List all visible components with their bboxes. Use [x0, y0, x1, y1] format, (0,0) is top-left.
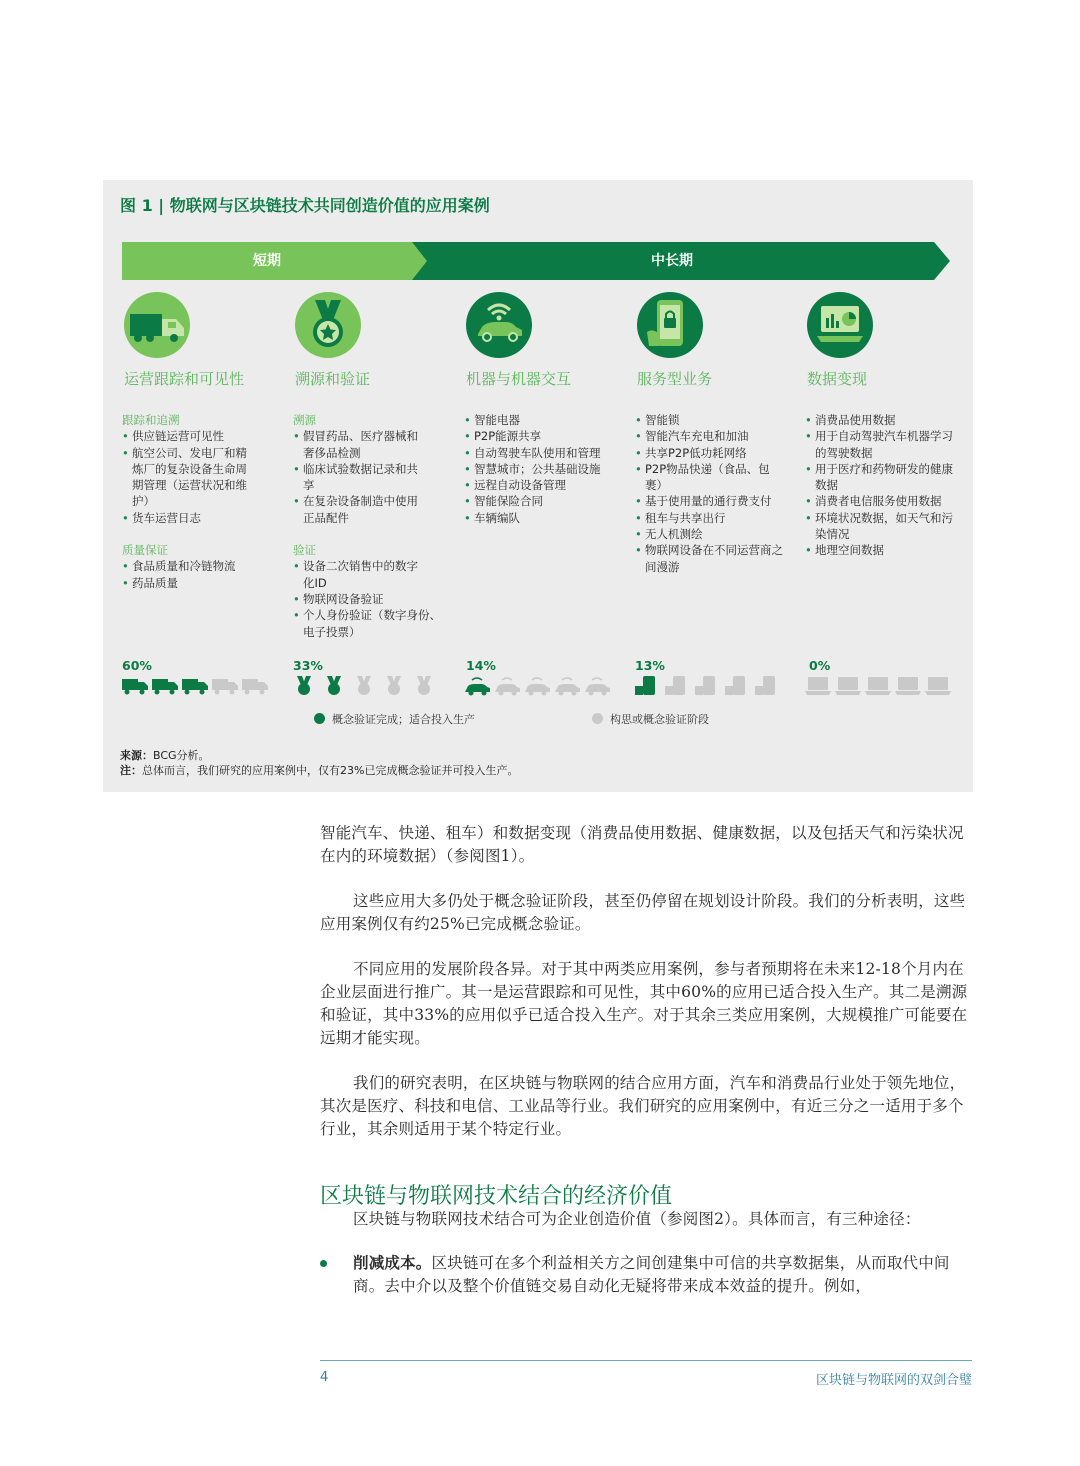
sub-heading: 跟踪和追溯 — [122, 413, 180, 427]
list-item: • 食品质量和冷链物流 — [122, 558, 282, 574]
list-item: • 智能电器 — [464, 412, 624, 428]
list-item: • P2P物品快递（食品、包裹） — [635, 461, 777, 494]
smartphone-lock-icon — [665, 676, 685, 695]
list-item: • 物联网设备在不同运营商之间漫游 — [635, 542, 785, 575]
progress-icons-data — [805, 676, 953, 696]
smartphone-lock-icon — [695, 676, 715, 695]
paragraph-4: 我们的研究表明，在区块链与物联网的结合应用方面，汽车和消费品行业处于领先地位，其次是医疗、科技和电信、工业品等行业。我们研究的应用案例中，有近三分之一适用于多个行业，其余则适用于某个特定行业。 — [320, 1074, 966, 1138]
phase-short-label: 短期 — [253, 253, 281, 269]
list-item: • 药品质量 — [122, 575, 282, 591]
medal-icon — [387, 676, 401, 695]
medal-icon — [417, 676, 431, 695]
truck-icon — [242, 679, 268, 695]
list-item: • 消费者电信服务使用数据 — [805, 493, 955, 509]
list-item: • 假冒药品、医疗器械和奢侈品检测 — [293, 428, 429, 461]
connected-car-icon — [465, 678, 490, 696]
truck-icon — [182, 679, 208, 695]
percent-data: 0% — [809, 658, 831, 673]
list-item: • 自动驾驶车队使用和管理 — [464, 445, 614, 461]
sub-heading: 验证 — [293, 543, 316, 558]
column-title: 机器与机器交互 — [466, 370, 572, 388]
truck-icon — [212, 679, 238, 695]
laptop-chart-icon — [865, 677, 891, 695]
truck-icon — [122, 679, 148, 695]
progress-icons-tracking — [122, 676, 270, 696]
medal-icon — [357, 676, 371, 695]
list-item: • P2P能源共享 — [464, 428, 624, 444]
figure-title: 图 1 | 物联网与区块链技术共同创造价值的应用案例 — [120, 196, 490, 215]
truck-icon — [124, 292, 190, 358]
column-body — [805, 412, 965, 559]
list-item: • 临床试验数据记录和共享 — [293, 461, 429, 494]
footer-doc-title: 区块链与物联网的双剑合璧 — [815, 1373, 972, 1388]
list-item: • 个人身份验证（数字身份、电子投票） — [293, 607, 443, 640]
smartphone-lock-icon — [755, 676, 775, 695]
figure-1 — [103, 180, 973, 792]
sub-heading: 质量保证 — [122, 543, 168, 558]
legend-complete-label: 概念验证完成；适合投入生产 — [332, 713, 475, 726]
laptop-chart-icon — [805, 677, 831, 695]
percent-m2m: 14% — [466, 658, 496, 673]
list-item: • 环境状况数据，如天气和污染情况 — [805, 510, 955, 543]
note-text: 总体而言，我们研究的应用案例中，仅有23%已完成概念验证并可投入生产。 — [142, 764, 519, 777]
column-body — [293, 412, 453, 640]
medal-icon — [295, 292, 361, 358]
list-item: • 消费品使用数据 — [805, 412, 965, 428]
figure-source-note — [120, 748, 518, 778]
list-item: • 租车与共享出行 — [635, 510, 795, 526]
smartphone-lock-icon — [637, 292, 703, 358]
medal-icon — [327, 676, 341, 695]
list-item: • 基于使用量的通行费支付 — [635, 493, 785, 509]
column-body — [464, 412, 624, 526]
paragraph-5: 区块链与物联网技术结合可为企业创造价值（参阅图2）。具体而言，有三种途径： — [353, 1210, 921, 1228]
column-title: 服务型业务 — [637, 370, 713, 388]
list-item: • 无人机测绘 — [635, 526, 795, 542]
list-item: • 物联网设备验证 — [293, 591, 453, 607]
percent-tracking: 60% — [122, 658, 152, 673]
bullet-icon — [320, 1260, 327, 1267]
connected-car-icon — [555, 678, 580, 696]
footer-divider — [320, 1360, 972, 1361]
laptop-chart-icon — [807, 292, 873, 358]
percent-services: 13% — [635, 658, 665, 673]
paragraph-3: 不同应用的发展阶段各异。对于其中两类应用案例，参与者预期将在未来12-18个月内在企业层面进行推广。其一是运营跟踪和可见性，其中60%的应用已适合投入生产。其二是溯源和验证，其中33%的应用似乎已适合投入生产。对于其余三类应用案例，大规模推广可能要在远期才能实现。 — [320, 960, 968, 1047]
paragraph-2: 这些应用大多仍处于概念验证阶段，甚至仍停留在规划设计阶段。我们的分析表明，这些应用案例仅有约25%已完成概念验证。 — [320, 892, 966, 933]
legend-complete — [314, 711, 475, 727]
phase-long-label: 中长期 — [651, 253, 693, 269]
laptop-chart-icon — [835, 677, 861, 695]
list-item: • 用于医疗和药物研发的健康数据 — [805, 461, 955, 494]
column-title: 溯源和验证 — [295, 370, 371, 388]
list-item: • 用于自动驾驶汽车机器学习的驾驶数据 — [805, 428, 955, 461]
legend-concept — [592, 711, 709, 727]
legend-dot-green-icon — [314, 713, 325, 724]
smartphone-lock-icon — [725, 676, 745, 695]
list-item: • 在复杂设备制造中使用正品配件 — [293, 493, 429, 526]
list-item: • 地理空间数据 — [805, 542, 965, 558]
source-text: BCG分析。 — [153, 749, 210, 762]
list-item: • 智慧城市；公共基础设施 — [464, 461, 614, 477]
list-item: • 智能保险合同 — [464, 493, 624, 509]
laptop-chart-icon — [895, 677, 921, 695]
connected-car-icon — [585, 678, 610, 696]
list-item: • 远程自动设备管理 — [464, 477, 624, 493]
smartphone-lock-icon — [635, 676, 655, 695]
list-item: • 货车运营日志 — [122, 510, 282, 526]
column-body — [635, 412, 795, 575]
bullet-bold-lead: 削减成本。 — [353, 1253, 432, 1272]
medal-icon — [297, 676, 311, 695]
list-item: • 供应链运营可见性 — [122, 428, 282, 444]
list-item: • 共享P2P低功耗网络 — [635, 445, 795, 461]
list-item: • 智能汽车充电和加油 — [635, 428, 795, 444]
column-title: 运营跟踪和可见性 — [124, 370, 245, 388]
list-item: • 车辆编队 — [464, 510, 624, 526]
column-title: 数据变现 — [807, 370, 868, 388]
column-body — [122, 412, 282, 591]
page-number: 4 — [320, 1370, 329, 1385]
note-label: 注： — [120, 764, 142, 777]
laptop-chart-icon — [925, 677, 951, 695]
progress-icons-services — [635, 676, 783, 696]
connected-car-icon — [525, 678, 550, 696]
source-label: 来源： — [120, 749, 153, 762]
sub-heading: 溯源 — [293, 413, 316, 427]
section-title: 区块链与物联网技术结合的经济价值 — [320, 1184, 673, 1209]
bullet-paragraph — [353, 1251, 972, 1298]
legend-dot-grey-icon — [592, 713, 603, 724]
connected-car-icon — [466, 292, 532, 358]
percent-provenance: 33% — [293, 658, 323, 673]
bullet-text: 区块链可在多个利益相关方之间创建集中可信的共享数据集，从而取代中间商。去中介以及整个价值链交易自动化无疑将带来成本效益的提升。例如， — [353, 1254, 950, 1295]
list-item: • 航空公司、发电厂和精炼厂的复杂设备生命周期管理（运营状况和维护） — [122, 445, 258, 510]
list-item: • 设备二次销售中的数字化ID — [293, 558, 429, 591]
truck-icon — [152, 679, 178, 695]
progress-icons-m2m — [464, 676, 612, 696]
paragraph-1: 智能汽车、快递、租车）和数据变现（消费品使用数据、健康数据，以及包括天气和污染状况在内的环境数据）（参阅图1）。 — [320, 824, 964, 865]
connected-car-icon — [495, 678, 520, 696]
list-item: • 智能锁 — [635, 412, 795, 428]
progress-icons-provenance — [293, 676, 441, 696]
legend-concept-label: 构思或概念验证阶段 — [610, 713, 709, 726]
